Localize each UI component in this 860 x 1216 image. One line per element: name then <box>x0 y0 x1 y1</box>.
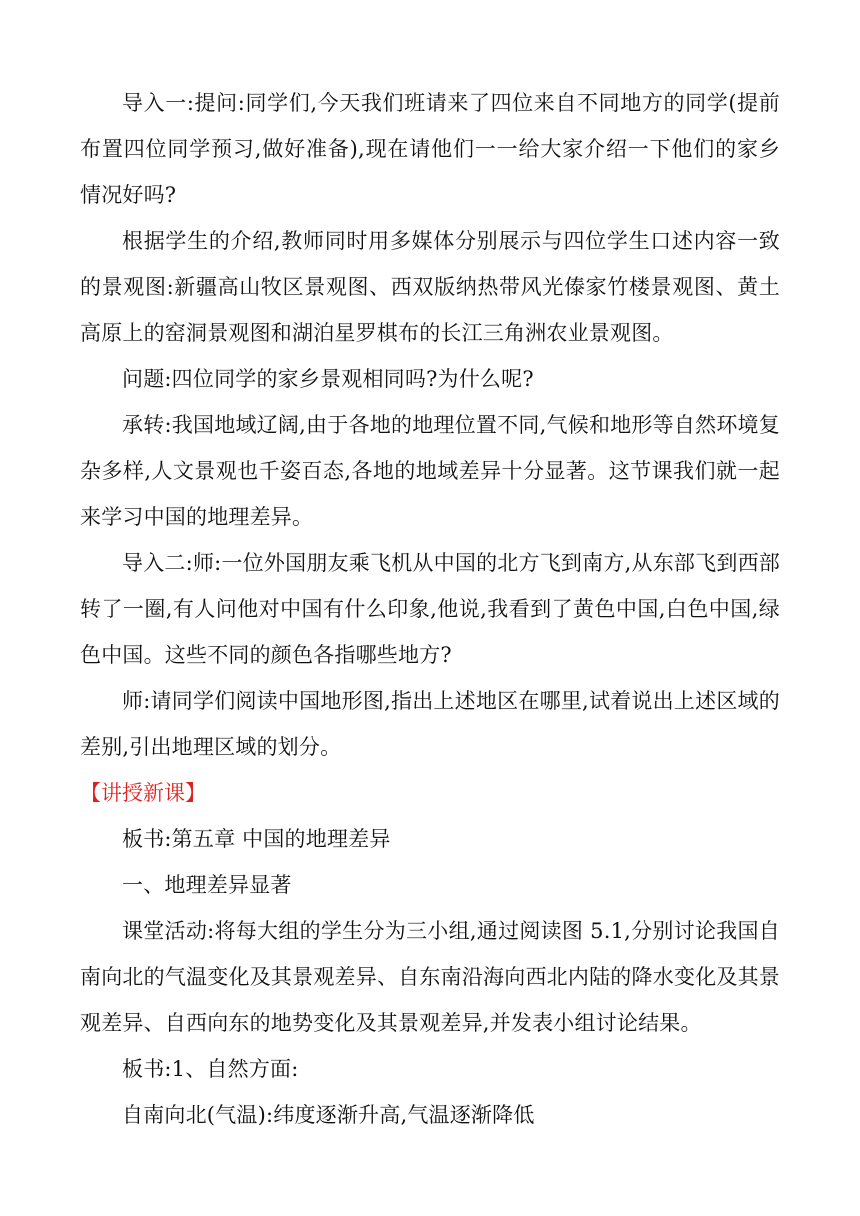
paragraph-subheading: 一、地理差异显著 <box>122 873 292 897</box>
paragraph-teacher-instruction: 师:请同学们阅读中国地形图,指出上述地区在哪里,试着说出上述区域的差别,引出地理区域的划分。 <box>80 689 780 759</box>
paragraph-student-intro: 根据学生的介绍,教师同时用多媒体分别展示与四位学生口述内容一致的景观图:新疆高山牧区景观图、西双版纳热带风光傣家竹楼景观图、黄土高原上的窑洞景观图和湖泊星罗棋布的长江三角洲农业景观图。 <box>80 229 780 345</box>
paragraph-south-north: 自南向北(气温):纬度逐渐升高,气温逐渐降低 <box>122 1103 535 1127</box>
paragraph-board-chapter: 板书:第五章 中国的地理差异 <box>122 827 391 851</box>
paragraph-question: 问题:四位同学的家乡景观相同吗?为什么呢? <box>122 367 534 391</box>
paragraph-intro-one: 导入一:提问:同学们,今天我们班请来了四位来自不同地方的同学(提前布置四位同学预习,做好准备),现在请他们一一给大家介绍一下他们的家乡情况好吗? <box>80 91 780 207</box>
paragraph-board-natural: 板书:1、自然方面: <box>122 1057 299 1081</box>
paragraph-intro-two: 导入二:师:一位外国朋友乘飞机从中国的北方飞到南方,从东部飞到西部转了一圈,有人问他对中国有什么印象,他说,我看到了黄色中国,白色中国,绿色中国。这些不同的颜色各指哪些地方? <box>80 551 780 667</box>
section-heading-new-lesson: 【讲授新课】 <box>80 781 206 805</box>
paragraph-transition: 承转:我国地域辽阔,由于各地的地理位置不同,气候和地形等自然环境复杂多样,人文景观也千姿百态,各地的地域差异十分显著。这节课我们就一起来学习中国的地理差异。 <box>80 413 780 529</box>
paragraph-class-activity: 课堂活动:将每大组的学生分为三小组,通过阅读图 5.1,分别讨论我国自南向北的气温变化及其景观差异、自东南沿海向西北内陆的降水变化及其景观差异、自西向东的地势变化及其景观差异,并发表小组讨论结果。 <box>80 919 780 1035</box>
